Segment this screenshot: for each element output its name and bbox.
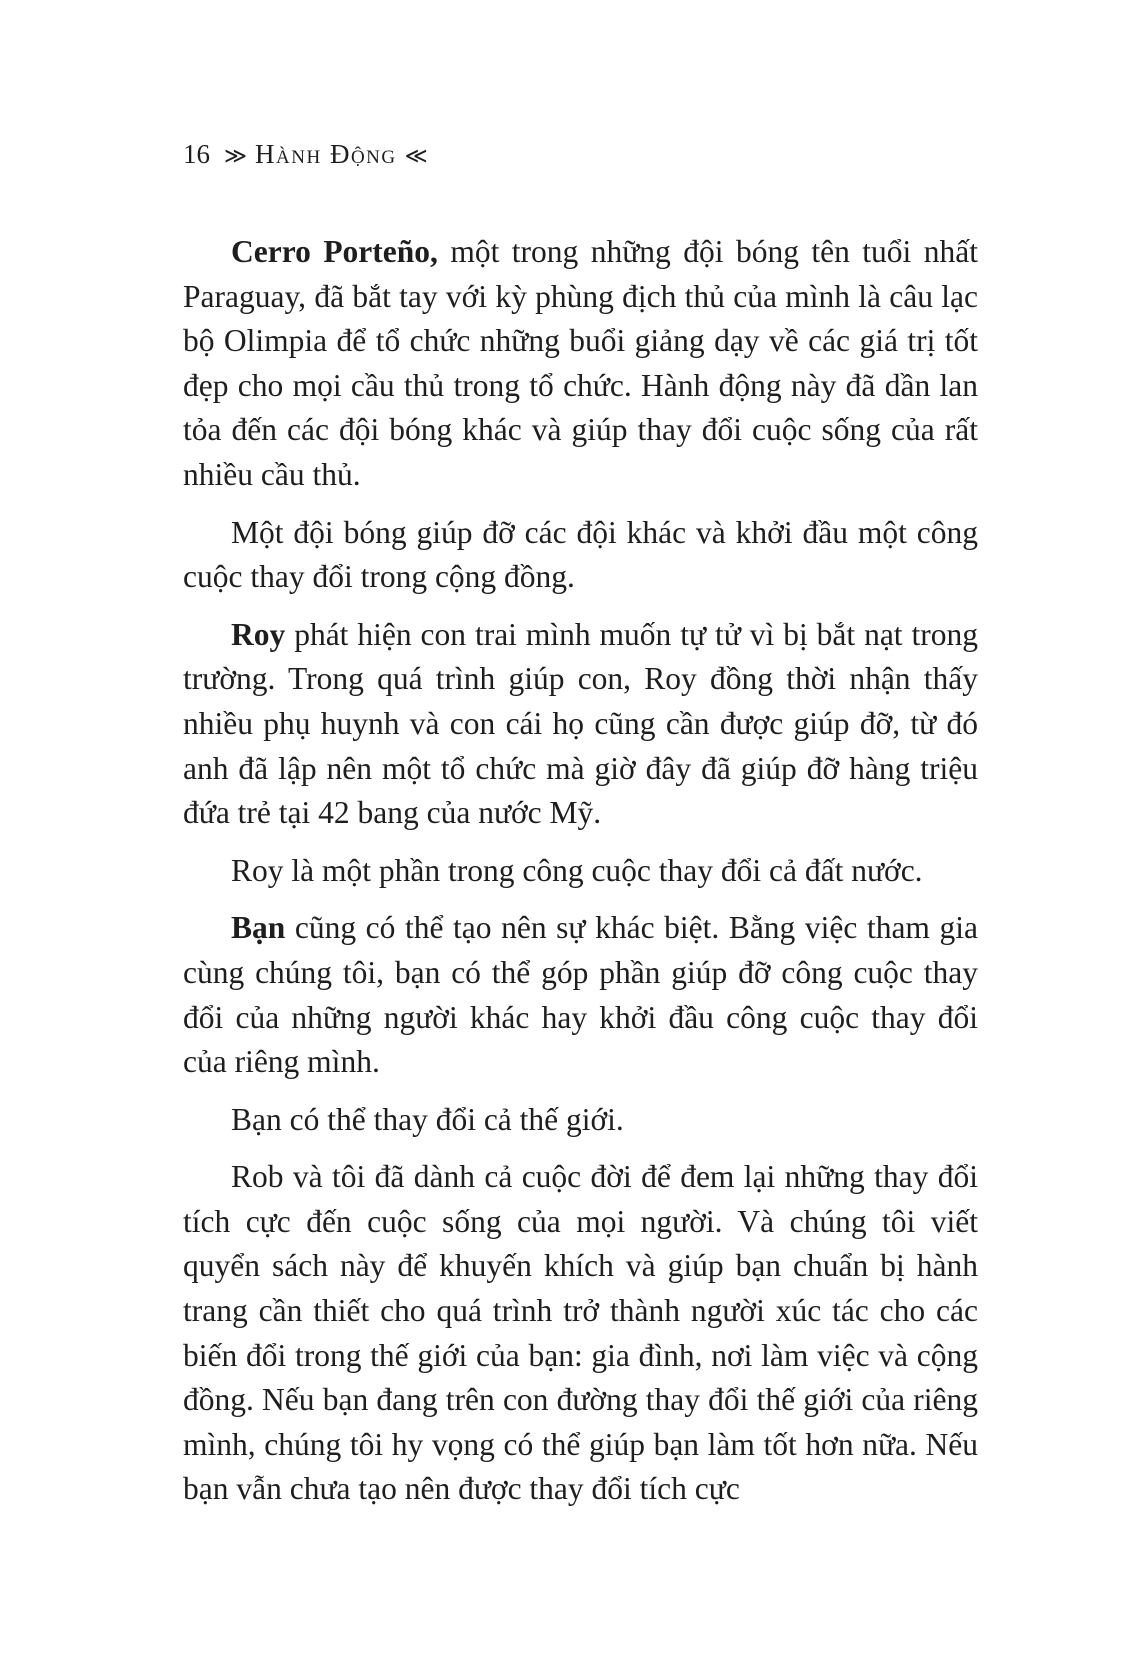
paragraph-text: phát hiện con trai mình muốn tự tử vì bị bắt nạt trong trường. Trong quá trình giúp con, Roy đồng thời nhận thấy nhiều phụ huynh và con cái họ cũng cần được giúp đỡ, từ đó anh đã lập nên một tổ chức mà giờ đây đã giúp đỡ hàng triệu đứa trẻ tại 42 bang của nước Mỹ. <box>183 616 978 831</box>
paragraph-team-summary <box>183 511 978 600</box>
paragraph-lead: Bạn <box>231 910 286 946</box>
paragraph-text: Rob và tôi đã dành cả cuộc đời để đem lại những thay đổi tích cực đến cuộc sống của mọi người. Và chúng tôi viết quyển sách này để khuyến khích và giúp bạn chuẩn bị hành trang cần thiết cho quá trình trở thành người xúc tác cho các biến đổi trong thế giới của bạn: gia đình, nơi làm việc và cộng đồng. Nếu bạn đang trên con đường thay đổi thế giới của riêng mình, chúng tôi hy vọng có thể giúp bạn làm tốt hơn nữa. Nếu bạn vẫn chưa tạo nên được thay đổi tích cực <box>183 1159 978 1507</box>
paragraph-text: Bạn có thể thay đổi cả thế giới. <box>231 1101 624 1137</box>
paragraph-lead: Cerro Porteño, <box>231 234 438 269</box>
paragraph-text: một trong những đội bóng tên tuổi nhất Paraguay, đã bắt tay với kỳ phùng địch thủ của mình là câu lạc bộ Olimpia để tổ chức những buổi giảng dạy về các giá trị tốt đẹp cho mọi cầu thủ trong tổ chức. Hành động này đã dần lan tỏa đến các đội bóng khác và giúp thay đổi cuộc sống của rất nhiều cầu thủ. <box>183 234 978 492</box>
chapter-title: Hành Động <box>255 139 397 169</box>
paragraph-change-world <box>183 1098 978 1143</box>
body-text <box>183 230 978 1525</box>
right-ornament-mark: ≪ <box>404 143 428 168</box>
paragraph-cerro-porteno <box>183 230 978 498</box>
page-number: 16 <box>183 139 210 169</box>
paragraph-text: Một đội bóng giúp đỡ các đội khác và khởi đầu một công cuộc thay đổi trong cộng đồng. <box>183 514 978 595</box>
paragraph-rob <box>183 1155 978 1512</box>
paragraph-lead: Roy <box>231 616 286 652</box>
running-header <box>183 136 428 174</box>
left-ornament-mark: ≫ <box>224 143 248 168</box>
paragraph-roy <box>183 613 978 836</box>
paragraph-text: cũng có thể tạo nên sự khác biệt. Bằng việc tham gia cùng chúng tôi, bạn có thể góp phần giúp đỡ công cuộc thay đổi của những người khác hay khởi đầu công cuộc thay đổi của riêng mình. <box>183 910 978 1080</box>
paragraph-roy-summary <box>183 849 978 894</box>
paragraph-text: Roy là một phần trong công cuộc thay đổi cả đất nước. <box>231 852 923 888</box>
paragraph-ban <box>183 906 978 1084</box>
